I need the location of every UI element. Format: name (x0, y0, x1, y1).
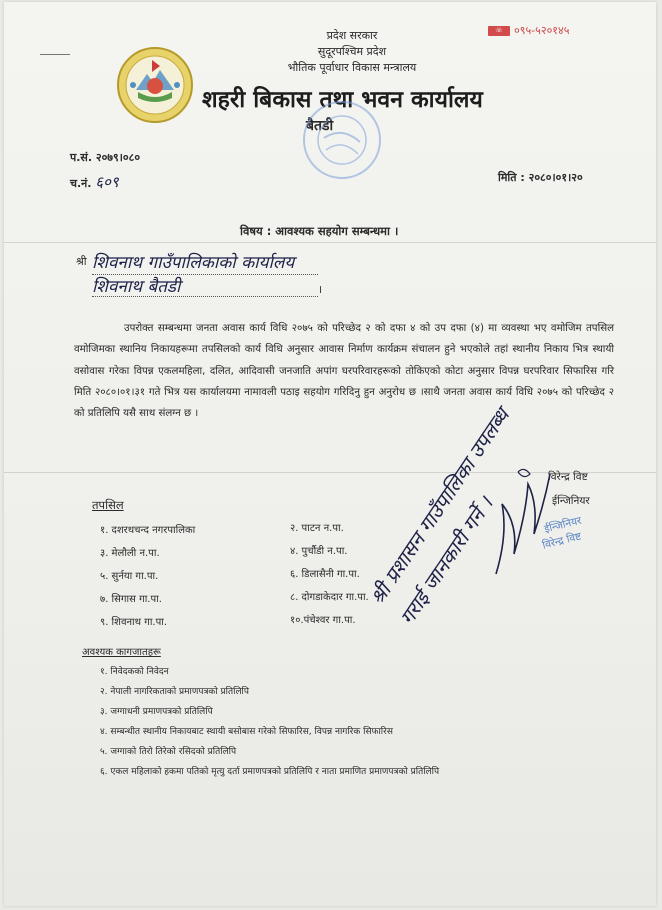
corner-mark (40, 54, 70, 55)
dispatch-number-label: च.नं. (70, 177, 92, 190)
signatory-title: ईन्जिनियर (552, 495, 590, 507)
addressee-prefix: श्री (76, 255, 87, 268)
phone-number: ☏ ०९५-५२०१४५ (488, 23, 569, 38)
tapsil-left-item: १. दशरथचन्द नगरपालिका (100, 525, 196, 536)
handwritten-forwarding-note: श्री प्रशासन गाउँपालिका उपलब्ध गराई जानकारी गर्ने । (364, 403, 514, 629)
header-line-2: सुदूरपश्चिम प्रदेश (317, 45, 387, 58)
tapsil-left-item: ७. सिगास गा.पा. (100, 594, 162, 605)
stamp-name: विरेन्द्र विष्ट (541, 530, 583, 552)
tapsil-right-item: १०.पंचेश्वर गा.पा. (290, 615, 356, 626)
government-emblem-icon (116, 46, 194, 124)
document-item: ६. एकल महिलाको हकमा पतिको मृत्यु दर्ता प्रमाणपत्रको प्रतिलिपि र नाता प्रमाणित प्रमाणपत्रको प्रतिलिपि (100, 767, 440, 777)
document-item: १. निवेदकको निवेदन (100, 667, 169, 677)
letter-subject: विषय : आवश्यक सहयोग सम्बन्धमा । (240, 224, 399, 238)
stamp-title: ईन्जिनियर (543, 514, 583, 536)
office-name: शहरी बिकास तथा भवन कार्यालय (202, 87, 483, 113)
dispatch-number-value: ६०९ (95, 173, 119, 191)
document-item: ३. जग्गाधनी प्रमाणपत्रको प्रतिलिपि (100, 707, 213, 717)
addressee-end-mark: । (318, 283, 323, 296)
document-item: ५. जग्गाको तिरो तिरेको रसिदको प्रतिलिपि (100, 747, 237, 757)
tapsil-left-item: ९. शिवनाथ गा.पा. (100, 617, 168, 628)
header-line-3: भौतिक पूर्वाधार विकास मन्त्रालय (287, 61, 417, 74)
tapsil-right-item: २. पाटन न.पा. (290, 523, 344, 534)
header-line-1: प्रदेश सरकार (326, 29, 378, 42)
dispatch-number (70, 172, 119, 192)
document-item: २. नेपाली नागरिकताको प्रमाणपत्रको प्रतिलिपि (100, 687, 249, 697)
tapsil-left-item: ३. मेलौली न.पा. (100, 548, 160, 559)
documents-title: अवश्यक कागजातहरू (82, 647, 161, 658)
letter-body: उपरोक्त सम्बन्धमा जनता अवास कार्य विधि २०७५ को परिच्छेद २ को दफा ४ को उप दफा (४) मा व्यवस्था भए वमोजिम तपसिल वमोजिमका स्थानिय निकायहरूमा तपसिलको कार्य विधि अनुसार आवास निर्माण कार्यक्रम संचालन हुने भएकोले तहां स्थानीय निकाय भित्र स्थायी वसोवास गरेका विपन्न एकलमहिला, दलित, आदिवासी जनजाति अपांग घरपरिवारहरूको तोकिएको कोटा अनुसार विपन्न घरपरिवार सिफारिस गरि मिति २०८०।०१।३१ गते भित्र यस कार्यालयमा नामावली पठाइ सहयोग गरिदिनु हुन अनुरोध छ ।साथै जनता अवास कार्य विधि २०७५ को परिच्छेद २ को प्रतिलिपि यसै साथ संलग्न छ । (74, 323, 614, 420)
letter-reference-number: प.सं. २०७९।०८० (70, 151, 141, 164)
signatory-name: विरेन्द्र विष्ट (548, 471, 588, 483)
addressee-line-1: शिवनाथ गाउँपालिकाको कार्यालय (92, 253, 295, 273)
tapsil-right-item: ४. पुर्चौडी न.पा. (290, 546, 348, 557)
office-location: बैतडी (306, 118, 334, 134)
letter-page (4, 2, 656, 906)
tapsil-left-item: ५. सुर्नया गा.पा. (100, 571, 159, 582)
addressee-line-2: शिवनाथ बैतडी (92, 277, 181, 297)
handwritten-signature-icon (488, 464, 558, 584)
tapsil-right-item: ६. डिलासैनी गा.पा. (290, 569, 360, 580)
paper-fold-line (4, 242, 656, 243)
document-item: ४. सम्बन्धीत स्थानीय निकायबाट स्थायी बसोबास गरेको सिफारिस, विपन्न नागरिक सिफारिस (100, 727, 393, 737)
tapsil-right-item: ८. दोगडाकेदार गा.पा. (290, 592, 369, 603)
addressee-dotted-line-2 (92, 296, 318, 297)
office-seal-icon (300, 98, 384, 182)
letter-date: मिति : २०८०।०१।२० (498, 171, 583, 184)
phone-icon: ☏ (488, 26, 510, 36)
tapsil-title: तपसिल (92, 498, 124, 512)
